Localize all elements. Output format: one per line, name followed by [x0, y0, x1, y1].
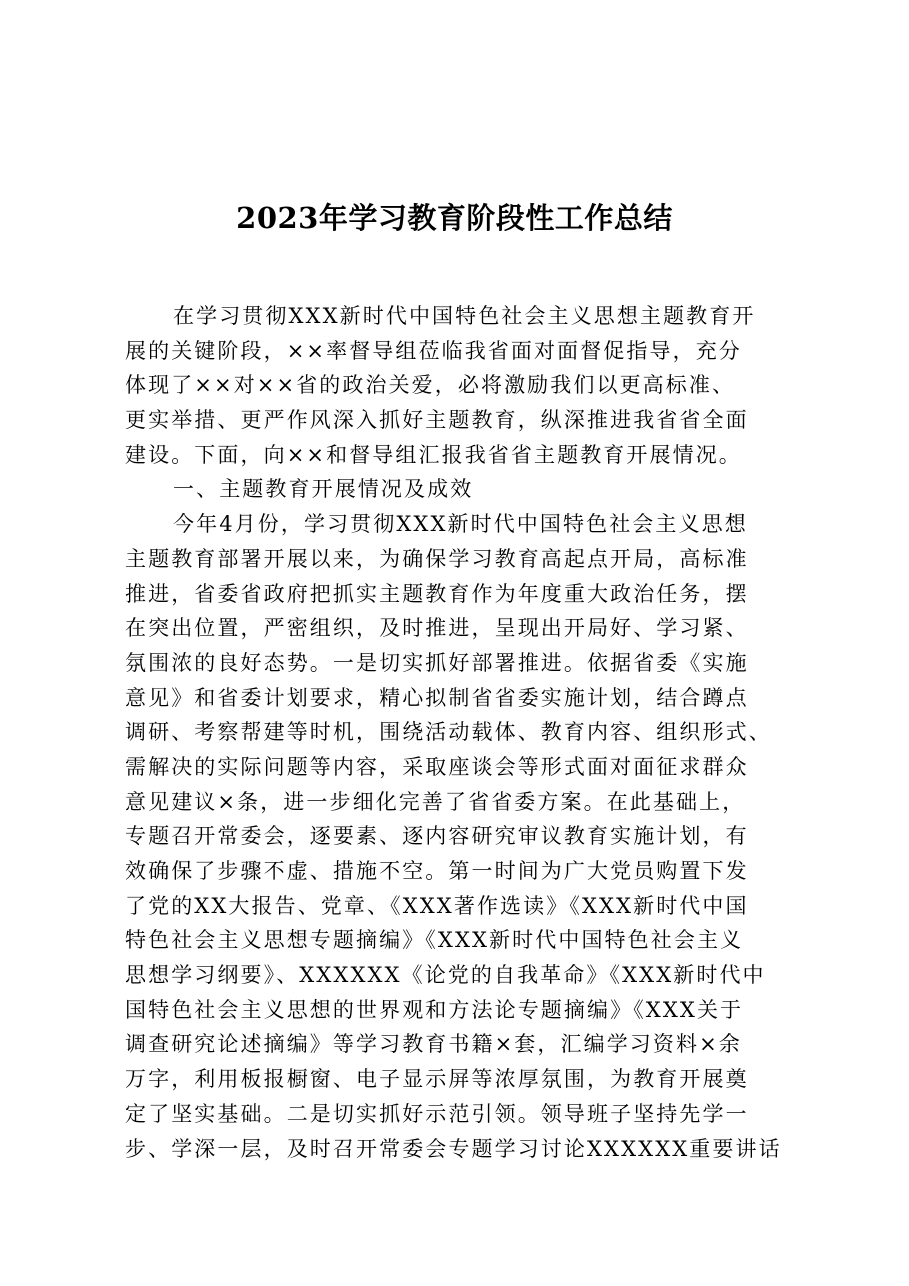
paragraph-line: 调研、考察帮建等时机，围绕活动载体、教育内容、组织形式、 [125, 720, 772, 745]
paragraph-line: 今年4月份，学习贯彻XXX新时代中国特色社会主义思想 [173, 512, 748, 537]
paragraph-line: 调查研究论述摘编》等学习教育书籍×套，汇编学习资料×余 [125, 1032, 742, 1057]
document-body [125, 299, 795, 1166]
paragraph-line: 主题教育部署开展以来，为确保学习教育高起点开局，高标准 [125, 546, 749, 571]
paragraph-line: 在学习贯彻XXX新时代中国特色社会主义思想主题教育开 [173, 304, 756, 328]
paragraph-line: 了党的XX大报告、党章、《XXX著作选读》《XXX新时代中国 [125, 893, 749, 918]
paragraph-line: 思想学习纲要》、XXXXXX《论党的自我革命》《XXX新时代中 [125, 963, 766, 988]
paragraph-line: 万字，利用板报橱窗、电子显示屏等浓厚氛围，为教育开展奠 [125, 1067, 749, 1092]
paragraph-line: 在突出位置，严密组织，及时推进，呈现出开局好、学习紧、 [125, 616, 749, 641]
document-title: 2023年学习教育阶段性工作总结 [236, 201, 673, 235]
paragraph-line: 体现了××对××省的政治关爱，必将激励我们以更高标准、 [125, 373, 736, 398]
paragraph-line: 展的关键阶段，××率督导组莅临我省面对面督促指导，充分 [125, 338, 742, 363]
paragraph-line: 效确保了步骤不虚、措施不空。第一时间为广大党员购置下发 [125, 859, 749, 883]
paragraph-line: 意见》和省委计划要求，精心拟制省省委实施计划，结合蹲点 [125, 685, 749, 710]
paragraph-line: 氛围浓的良好态势。一是切实抓好部署推进。依据省委《实施 [125, 650, 749, 675]
paragraph-line: 专题召开常委会，逐要素、逐内容研究审议教育实施计划，有 [125, 824, 749, 849]
paragraph-line: 步、学深一层，及时召开常委会专题学习讨论XXXXXX重要讲话 [125, 1136, 782, 1161]
section-heading: 一、主题教育开展情况及成效 [173, 477, 474, 502]
paragraph-line: 推进，省委省政府把抓实主题教育作为年度重大政治任务，摆 [125, 581, 749, 606]
paragraph-line: 建设。下面，向××和督导组汇报我省省主题教育开展情况。 [125, 442, 742, 467]
paragraph-line: 特色社会主义思想专题摘编》《XXX新时代中国特色社会主义 [125, 928, 744, 953]
paragraph-line: 需解决的实际问题等内容，采取座谈会等形式面对面征求群众 [125, 754, 749, 779]
paragraph-line: 定了坚实基础。二是切实抓好示范引领。领导班子坚持先学一 [125, 1101, 749, 1126]
paragraph-line: 更实举措、更严作风深入抓好主题教育，纵深推进我省省全面 [125, 408, 749, 433]
paragraph-line: 国特色社会主义思想的世界观和方法论专题摘编》《XXX关于 [125, 997, 744, 1022]
paragraph-line: 意见建议×条，进一步细化完善了省省委方案。在此基础上， [125, 789, 746, 814]
